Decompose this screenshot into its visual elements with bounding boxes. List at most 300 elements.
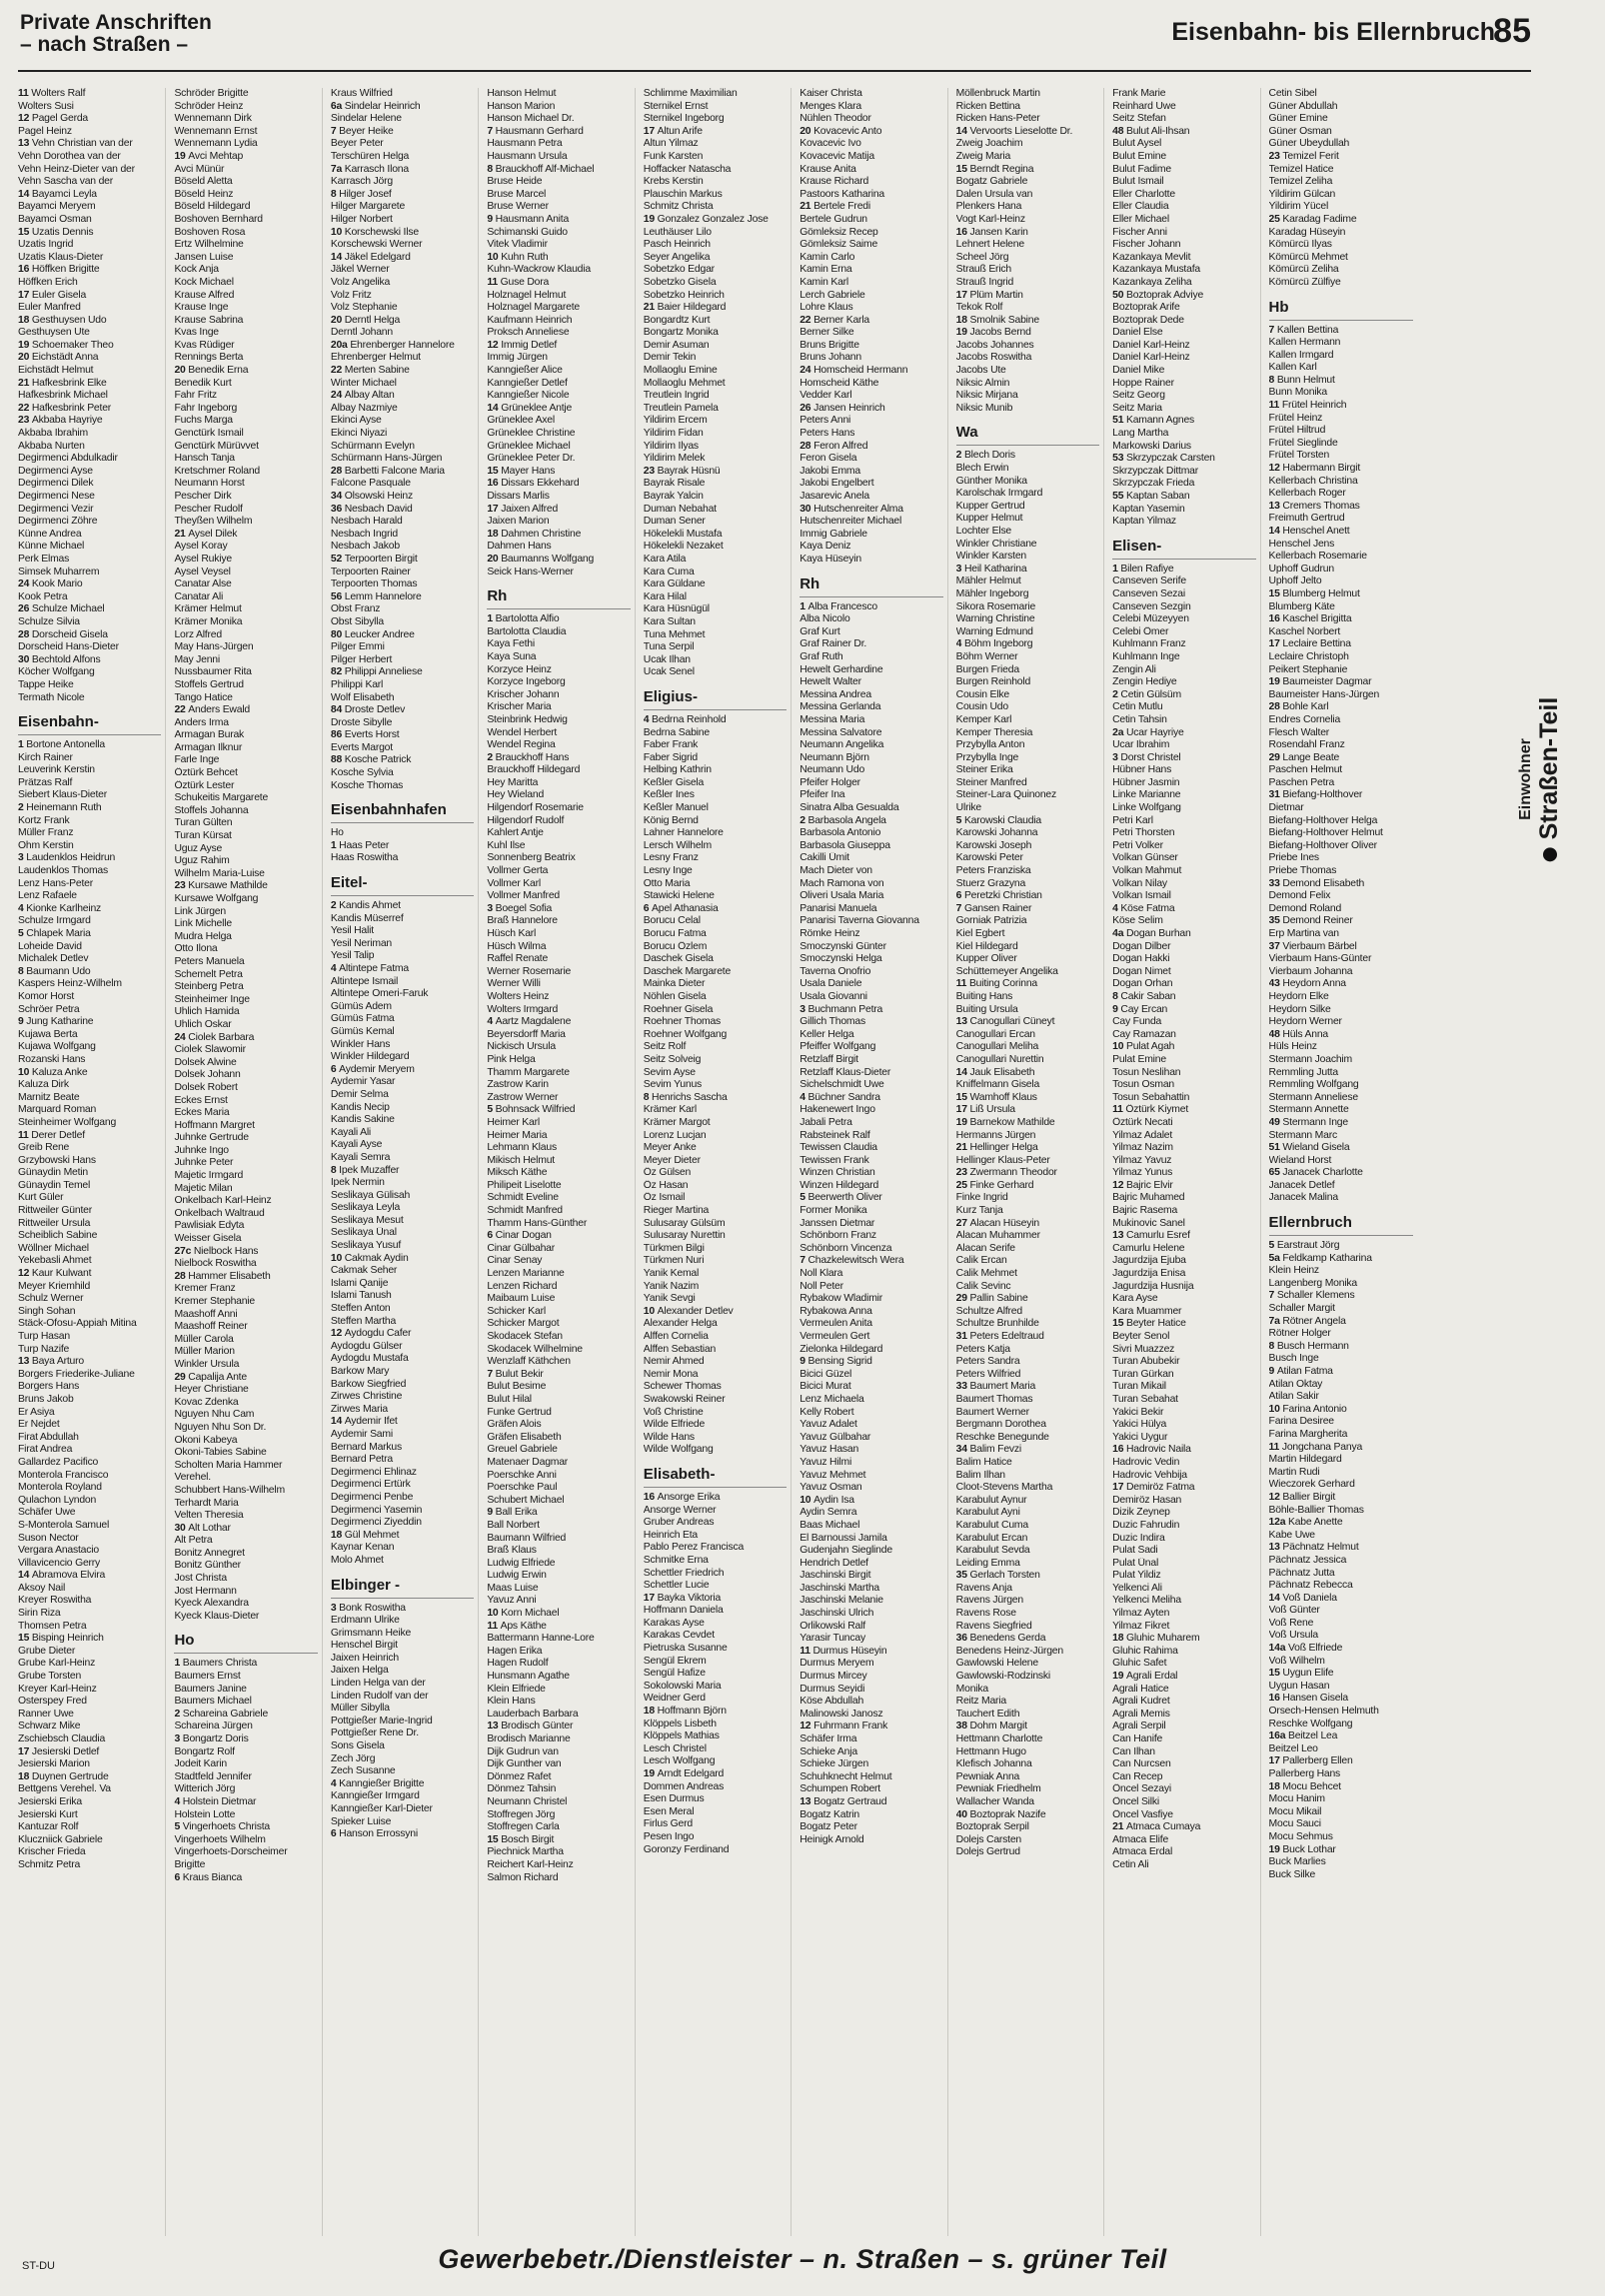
resident-entry: Turan Abubekir [1112,1356,1180,1368]
resident-entry: Hüls Heinz [1268,1041,1317,1053]
resident-entry: Karowski Johanna [955,827,1038,839]
resident-entry: Panarisi Taverna Giovanna [800,915,919,927]
resident-entry: 26 Schulze Michael [18,603,105,615]
resident-entry: 14 Jäkel Edelgard [330,251,411,263]
resident-entry: Grüneklee Michael [487,440,571,452]
resident-entry: 4 Köse Fatma [1112,902,1175,914]
resident-entry: Alacan Serife [955,1242,1015,1254]
house-number: 9 [487,1507,496,1519]
resident-entry: Wilhelm Maria-Luise [174,867,265,879]
resident-entry: Canatar Ali [174,590,224,602]
resident-entry: Stadtfeld Jennifer [174,1770,252,1782]
resident-entry: 21 Baier Hildegard [643,302,727,314]
resident-entry: Burgen Reinhold [955,676,1031,688]
house-number: 13 [955,1016,970,1028]
house-number: 11 [18,88,32,99]
resident-entry: Petri Volker [1112,839,1163,851]
resident-entry: Eller Claudia [1112,201,1169,213]
resident-entry: Turp Hasan [18,1331,70,1342]
resident-entry: Onkelbach Karl-Heinz [174,1195,272,1207]
house-number: 21 [955,1142,970,1154]
house-number: 3 [18,852,27,864]
house-number: 18 [330,1529,345,1541]
resident-entry: Bajric Rasema [1112,1205,1178,1217]
resident-entry: 17 Bayka Viktoria [643,1592,722,1604]
resident-entry: Winkler Karsten [955,551,1026,563]
resident-entry: Kazankaya Zeliha [1112,276,1192,288]
resident-entry: 14 Jauk Elisabeth [955,1066,1035,1078]
resident-entry: Kyeck Klaus-Dieter [174,1610,260,1622]
resident-entry: Yelkenci Meliha [1112,1595,1181,1607]
resident-entry: Demir Selma [330,1088,389,1100]
resident-entry: 20a Ehrenberger Hannelore [330,339,455,351]
house-number: 23 [955,1167,970,1179]
house-number: 34 [955,1444,970,1456]
resident-entry: Borucu Özlem [643,940,708,952]
resident-entry: Gawlowski-Rodzinski [955,1671,1051,1683]
resident-entry: Schultze Alfred [955,1305,1022,1317]
resident-entry: Linke Wolfgang [1112,802,1181,814]
resident-entry: Bulut Besime [487,1381,547,1393]
resident-entry: 38 Dohm Margit [955,1721,1027,1732]
footer-banner: Gewerbebetr./Dienstleister – n. Straßen – s. grüner Teil [438,2244,1167,2274]
resident-entry: Jaixen Heinrich [330,1652,399,1664]
resident-entry: 17 Jaixen Alfred [487,503,559,515]
house-number: 5 [487,1104,496,1116]
resident-entry: Türkmen Nuri [643,1255,705,1267]
resident-entry: 5 Karowski Claudia [955,814,1042,826]
resident-entry: Simsek Muharrem [18,566,100,577]
resident-entry: Frütel Sieglinde [1268,437,1338,449]
house-number: 27c [174,1245,194,1257]
resident-entry: Flesch Walter [1268,726,1330,738]
resident-entry: Meyer Anke [643,1142,697,1154]
resident-entry: Weidner Gerd [643,1693,706,1705]
resident-entry: 9 Cay Ercan [1112,1003,1168,1015]
resident-entry: Tosun Neslihan [1112,1066,1181,1078]
resident-entry: Rabsteinek Ralf [800,1129,870,1141]
house-number: 24 [330,390,345,402]
resident-entry: Linden Rudolf van der [330,1690,429,1702]
resident-entry: Voß Christine [643,1406,704,1418]
resident-entry: Stermann Marc [1268,1129,1337,1141]
resident-entry: Priebe Thomas [1268,865,1337,877]
resident-entry: Yavuz Osman [800,1482,862,1494]
resident-entry: Stermann Annette [1268,1104,1349,1116]
house-number: 3 [487,902,496,914]
resident-entry: Meyer Kriemhild [18,1280,91,1292]
resident-entry: Bergmann Dorothea [955,1419,1046,1431]
resident-entry: Wilde Hans [643,1431,695,1443]
resident-entry: Wennemann Lydia [174,138,258,150]
resident-entry: Frütel Torsten [1268,450,1330,462]
house-number: 20 [18,352,32,364]
resident-entry: Steiner Manfred [955,776,1027,788]
resident-entry: Kazankaya Mevlit [1112,251,1191,263]
resident-entry: Vehn Heinz-Dieter van der [18,163,135,175]
resident-entry: Steinberg Petra [174,981,244,993]
resident-entry: Lauderbach Barbara [487,1708,579,1720]
resident-entry: Kluczniick Gabriele [18,1833,103,1845]
resident-entry: Duzic Indira [1112,1532,1165,1544]
resident-entry: Öncel Silki [1112,1795,1159,1807]
resident-entry: Stermann Joachim [1268,1053,1352,1065]
resident-entry: Sobetzko Edgar [643,264,715,276]
resident-entry: Lehnert Helene [955,239,1024,251]
resident-entry: Heimer Maria [487,1129,548,1141]
resident-entry: Tango Hatice [174,691,233,703]
resident-entry: Kujawa Wolfgang [18,1041,96,1053]
resident-entry: 4 Holstein Dietmar [174,1795,257,1807]
resident-entry: Lenz Michaela [800,1393,864,1405]
resident-entry: Cloot-Stevens Martha [955,1482,1053,1494]
house-number: 9 [18,1016,27,1028]
resident-entry: Kayali Semra [330,1151,391,1163]
header-divider [18,70,1531,72]
resident-entry: Peters Wilfried [955,1368,1021,1380]
resident-entry: Sevim Ayse [643,1066,696,1078]
resident-entry: Yavuz Gülbahar [800,1431,871,1443]
resident-entry: Meyer Dieter [643,1154,701,1166]
side-tab-small-label: Einwohner [1517,738,1534,820]
resident-entry: Gümüs Fatma [330,1013,395,1025]
house-number: 28 [18,628,32,640]
resident-entry: Demond Felix [1268,890,1331,902]
resident-entry: Berner Silke [800,327,854,339]
resident-entry: Strauß Ingrid [955,276,1014,288]
resident-entry: Künne Michael [18,541,85,553]
resident-entry: Jodeit Karin [174,1758,227,1770]
resident-entry: 7 Bulut Bekir [487,1368,544,1380]
house-number: 37 [1268,940,1283,952]
resident-entry: Vergara Anastacio [18,1545,99,1557]
resident-entry: Neumann Angelika [800,739,884,751]
resident-entry: Fahr Fritz [174,390,217,402]
resident-entry: 1 Alba Francesco [800,600,877,612]
resident-entry: Kamin Karl [800,276,849,288]
resident-entry: Greib Rene [18,1142,70,1154]
resident-entry: Volz Fritz [330,289,372,301]
house-number: 7 [1268,1290,1277,1302]
resident-entry: Ciolek Slawomir [174,1044,246,1056]
house-number: 15 [1268,1668,1283,1680]
resident-entry: Bernard Markus [330,1441,402,1453]
resident-entry: 17 Pallerberg Ellen [1268,1755,1353,1767]
resident-entry: Thamm Margarete [487,1066,570,1078]
resident-entry: Dolejs Carsten [955,1833,1021,1845]
resident-entry: Hanson Helmut [487,88,557,99]
house-number: 10 [800,1494,814,1506]
resident-entry: Ucak Senel [643,666,695,678]
resident-entry: Öncel Sezayi [1112,1783,1171,1795]
resident-entry: Kanngießer Nicole [487,390,570,402]
resident-entry: Boztoprak Serpil [955,1821,1029,1833]
resident-entry: Yakici Uygur [1112,1431,1168,1443]
resident-entry: Volz Stephanie [330,302,398,314]
side-tab-big-text: Straßen-Teil [1535,696,1563,840]
resident-entry: Hanson Marion [487,100,556,112]
resident-entry: Blumberg Käte [1268,600,1335,612]
resident-entry: Haas Roswitha [330,852,399,864]
resident-entry: Nesbach Jakob [330,541,400,553]
resident-entry: Goronzy Ferdinand [643,1843,730,1855]
resident-entry: Krause Anita [800,163,856,175]
resident-entry: Kursawe Wolfgang [174,893,259,904]
resident-entry: 22 Merten Sabine [330,365,410,377]
resident-entry: 6a Sindelar Heinrich [330,100,421,112]
house-number: 15 [955,163,970,175]
resident-entry: Bayrak Yalcin [643,491,704,502]
resident-entry: 14 Voß Daniela [1268,1592,1337,1604]
resident-entry: Uguz Rahim [174,855,230,867]
resident-entry: Bunn Monika [1268,387,1327,399]
resident-entry: 17 Liß Ursula [955,1104,1015,1116]
resident-entry: Bruse Heide [487,176,543,188]
resident-entry: Kara Ayse [1112,1293,1158,1305]
resident-entry: 13 Canogullari Cüneyt [955,1016,1055,1028]
house-number: 21 [643,302,658,314]
directory-column [644,88,792,2236]
resident-entry: Vedder Karl [800,390,852,402]
resident-entry: 15 Wamhoff Klaus [955,1091,1037,1103]
street-heading: Ellernbruch [1269,1213,1413,1236]
resident-entry: Schemelt Petra [174,968,243,980]
resident-entry: 25 Karadag Fadime [1268,213,1357,225]
resident-entry: Wendel Herbert [487,726,558,738]
resident-entry: Poerschke Paul [487,1482,558,1494]
house-number: 28 [174,1270,189,1282]
resident-entry: Lesny Franz [643,852,699,864]
resident-entry: Messina Salvatore [800,726,882,738]
resident-entry: Schäfer Uwe [18,1507,76,1519]
resident-entry: Ansorge Werner [643,1504,717,1516]
resident-entry: Krischer Frieda [18,1846,86,1858]
resident-entry: Rybakowa Anna [800,1305,872,1317]
resident-entry: Lochter Else [955,526,1012,537]
resident-entry: 2 Barbasola Angela [800,814,886,826]
resident-entry: 10 Pulat Agah [1112,1041,1175,1053]
house-number: 3 [800,1003,808,1015]
resident-entry: Steinheimer Inge [174,993,250,1005]
house-number: 8 [1268,374,1277,386]
house-number: 9 [1112,1003,1121,1015]
resident-entry: Volkan Günser [1112,852,1178,864]
resident-entry: 3 Buchmann Petra [800,1003,883,1015]
house-number: 8 [643,1091,653,1103]
resident-entry: 86 Everts Horst [330,729,400,741]
resident-entry: 23 Temizel Ferit [1268,150,1339,162]
resident-entry: Buck Silke [1268,1868,1316,1880]
resident-entry: Frütel Heinz [1268,412,1323,424]
house-number: 22 [18,402,32,414]
resident-entry: 12 Kaur Kulwant [18,1268,92,1280]
resident-entry: 17 Altun Arife [643,125,703,137]
house-number: 13 [487,1721,502,1732]
resident-entry: Pulat Emine [1112,1053,1166,1065]
house-number: 15 [18,1633,32,1645]
house-number: 11 [18,1129,32,1141]
resident-entry: Wilde Wolfgang [643,1444,714,1456]
resident-entry: Jost Christa [174,1573,227,1585]
resident-entry: Vierbaum Johanna [1268,965,1353,977]
house-number: 3 [1112,751,1121,763]
resident-entry: Dissars Marlis [487,491,550,502]
resident-entry: Karrasch Jörg [330,176,393,188]
street-heading: Wa [956,423,1099,446]
resident-entry: Pablo Perez Francisca [643,1542,745,1554]
resident-entry: Yilmaz Ayten [1112,1608,1170,1620]
resident-entry: Maashoff Anni [174,1308,238,1320]
house-number: 80 [330,628,345,640]
resident-entry: Alexander Helga [643,1318,718,1330]
resident-entry: Yarasir Tuncay [800,1633,865,1645]
resident-entry: Hausmann Ursula [487,150,568,162]
resident-entry: Grüneklee Axel [487,415,555,427]
house-number: 19 [955,1116,970,1128]
resident-entry: 16 Jansen Karin [955,226,1028,238]
resident-entry: Keßler Gisela [643,776,705,788]
resident-entry: Krischer Johann [487,688,560,700]
resident-entry: 28 Hammer Elisabeth [174,1270,271,1282]
resident-entry: Seslikaya Gülisah [330,1189,411,1201]
resident-entry: Seslikaya Mesut [330,1214,404,1226]
resident-entry: 30 Bechtold Alfons [18,653,101,665]
house-number: 26 [18,603,32,615]
resident-entry: Hanson Michael Dr. [487,113,575,125]
resident-entry: Kaya Suna [487,650,537,662]
house-number: 4a [1112,928,1126,939]
resident-entry: 19 Avci Mehtap [174,150,244,162]
resident-entry: Aydin Semra [800,1507,857,1519]
resident-entry: Hoffacker Natascha [643,163,732,175]
resident-entry: Aysel Rukiye [174,553,232,565]
resident-entry: Gluhic Rahima [1112,1645,1178,1657]
resident-entry: Suson Nector [18,1532,79,1544]
house-number: 7 [800,1255,808,1267]
resident-entry: 20 Benedik Erna [174,365,249,377]
resident-entry: Skrzypczak Dittmar [1112,465,1198,477]
resident-entry: Kantuzar Rolf [18,1821,79,1833]
resident-entry: Cetin Ali [1112,1858,1149,1870]
resident-entry: Klöppels Lisbeth [643,1718,717,1729]
resident-entry: Temizel Hatice [1268,163,1334,175]
house-number: 35 [1268,915,1283,927]
resident-entry: Spieker Luise [330,1815,392,1827]
resident-entry: Kara Hüsnügül [643,603,710,615]
resident-entry: Agrali Kudret [1112,1696,1170,1708]
resident-entry: Finke Ingrid [955,1192,1008,1204]
resident-entry: Altun Yilmaz [643,138,699,150]
resident-entry: Monika [955,1683,988,1695]
resident-entry: Hagen Rudolf [487,1658,549,1670]
resident-entry: Maas Luise [487,1582,539,1594]
resident-entry: 56 Lemm Hannelore [330,590,422,602]
resident-entry: Thamm Hans-Günther [487,1217,588,1229]
house-number: 11 [487,276,501,288]
resident-entry: Baumann Wilfried [487,1532,567,1544]
resident-entry: Prätzas Ralf [18,776,73,788]
house-number: 17 [18,1745,32,1757]
resident-entry: Bruse Werner [487,201,549,213]
resident-entry: Dizik Zeynep [1112,1507,1170,1519]
resident-entry: Keller Helga [800,1028,854,1040]
house-number: 18 [1268,1780,1283,1792]
resident-entry: Messina Gerlanda [800,701,881,713]
resident-entry: Funk Karsten [643,150,704,162]
resident-entry: Demiröz Hasan [1112,1494,1182,1506]
section-title [20,12,212,56]
resident-entry: Yildirim Ercem [643,415,708,427]
resident-entry: Peikert Stephanie [1268,663,1348,675]
resident-entry: Agrali Hatice [1112,1683,1169,1695]
resident-entry: Ravens Anja [955,1582,1012,1594]
resident-entry: 13 Bogatz Gertraud [800,1795,887,1807]
resident-entry: 9 Atilan Fatma [1268,1366,1333,1377]
resident-entry: Güner Ubeydullah [1268,138,1350,150]
resident-entry: 3 Dorst Christel [1112,751,1181,763]
resident-entry: Sonnenberg Beatrix [487,852,576,864]
resident-entry: Karabulut Sevda [955,1545,1030,1557]
resident-entry: Rozanski Hans [18,1053,86,1065]
resident-entry: Roehner Thomas [643,1016,722,1028]
resident-entry: Er Nejdet [18,1419,60,1431]
resident-entry: Linke Marianne [1112,789,1181,801]
resident-entry: Obst Franz [330,603,381,615]
house-number: 53 [1112,453,1126,465]
resident-entry: Grimsmann Heike [330,1627,412,1639]
resident-entry: Aysel Veysel [174,566,231,577]
resident-entry: Pink Helga [487,1053,536,1065]
house-number: 19 [1268,1843,1283,1855]
resident-entry: Kabe Uwe [1268,1529,1315,1541]
resident-entry: Yildirim Yücel [1268,201,1329,213]
resident-entry: Kock Michael [174,276,234,288]
street-heading: Eisenbahnhafen [331,800,474,823]
resident-entry: Kamin Erna [800,264,852,276]
house-number: 10 [643,1305,658,1317]
house-number: 20 [174,365,189,377]
resident-entry: Barbasola Giuseppa [800,839,890,851]
resident-entry: Hüsch Karl [487,928,537,939]
resident-entry: Kosche Sylvia [330,767,394,779]
resident-entry: Gawlowski Helene [955,1658,1038,1670]
resident-entry: Otto Maria [643,877,691,889]
resident-entry: Kaya Hüseyin [800,553,861,565]
resident-entry: Petri Karl [1112,814,1153,826]
house-number: 7a [1268,1315,1283,1327]
resident-entry: Osterspey Fred [18,1696,87,1708]
resident-entry: 8 Brauckhoff Alf-Michael [487,163,595,175]
resident-entry: Firlus Gerd [643,1818,693,1830]
resident-entry: Zirwes Maria [330,1403,388,1415]
resident-entry: Werner Rosemarie [487,965,572,977]
resident-entry: Mollaoglu Mehmet [643,377,726,389]
house-number: 17 [1268,638,1283,650]
resident-entry: 11 Aps Käthe [487,1620,547,1632]
resident-entry: Otto Ilona [174,943,218,955]
resident-entry: Cousin Udo [955,701,1008,713]
resident-entry: Fischer Johann [1112,239,1181,251]
resident-entry: Gluhic Safet [1112,1658,1167,1670]
resident-entry: Uphoff Jelto [1268,575,1322,587]
resident-entry: Burgen Frieda [955,663,1019,675]
house-number: 18 [643,1706,658,1718]
resident-entry: Link Michelle [174,918,232,930]
house-number: 17 [643,1592,658,1604]
resident-entry: Barbasola Antonio [800,827,881,839]
resident-entry: Vierbaum Hans-Günter [1268,953,1372,965]
resident-entry: Kvas Inge [174,327,219,339]
